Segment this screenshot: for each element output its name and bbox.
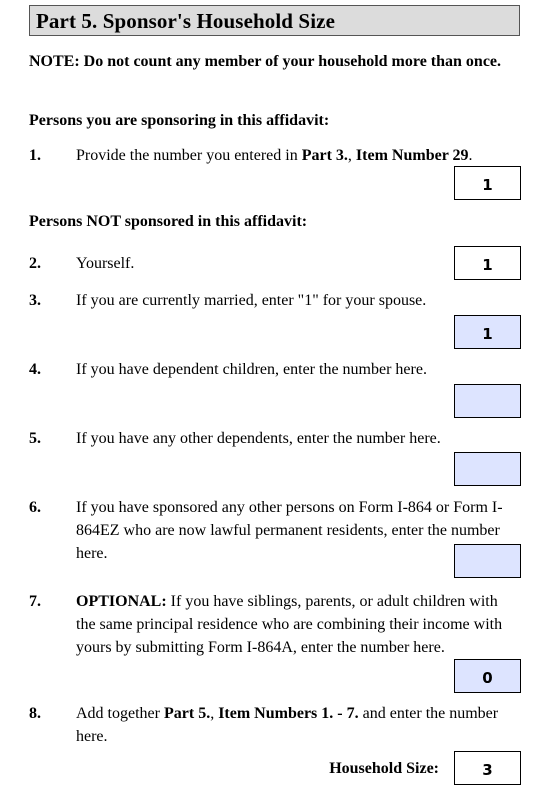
- item-7-input[interactable]: 0: [454, 659, 521, 693]
- item-5-text: If you have any other dependents, enter the number here.: [76, 430, 441, 447]
- section-header: [29, 5, 520, 36]
- item-2-input[interactable]: 1: [454, 246, 521, 280]
- item-3-text: If you are currently married, enter "1" for your spouse.: [76, 292, 427, 309]
- item-4-number: 4.: [29, 361, 41, 378]
- item-8-number: 8.: [29, 705, 41, 722]
- item-1-number: 1.: [29, 147, 41, 164]
- item-8-text: Add together Part 5., Item Numbers 1. - 7. and enter the number here.: [76, 705, 499, 745]
- item-5-number: 5.: [29, 430, 41, 447]
- item-1-text: Provide the number you entered in Part 3., Item Number 29.: [76, 147, 473, 164]
- note-text: NOTE: Do not count any member of your household more than once.: [29, 53, 502, 70]
- item-4-text: If you have dependent children, enter the number here.: [76, 361, 427, 378]
- section-title: Part 5. Sponsor's Household Size: [36, 9, 335, 33]
- household-size-input[interactable]: 3: [454, 751, 521, 785]
- item-1-input[interactable]: 1: [454, 166, 521, 200]
- item-5-input[interactable]: [454, 452, 521, 486]
- item-7-number: 7.: [29, 593, 41, 610]
- item-7-text: OPTIONAL: If you have siblings, parents, or adult children with the same principal residence who are combining their income with yours by submitting Form I-864A, enter the number here.: [76, 593, 503, 656]
- item-3-input[interactable]: 1: [454, 315, 521, 349]
- section-heading-sponsoring: Persons you are sponsoring in this affidavit:: [29, 112, 330, 129]
- item-4-input[interactable]: [454, 384, 521, 418]
- item-6-input[interactable]: [454, 544, 521, 578]
- item-3-number: 3.: [29, 292, 41, 309]
- section-heading-not-sponsored: Persons NOT sponsored in this affidavit:: [29, 213, 308, 230]
- household-size-label: Household Size:: [329, 760, 439, 777]
- item-6-text: If you have sponsored any other persons on Form I-864 or Form I-864EZ who are now lawful permanent residents, enter the number here.: [76, 499, 503, 562]
- item-6-number: 6.: [29, 499, 41, 516]
- item-2-number: 2.: [29, 255, 41, 272]
- item-2-text: Yourself.: [76, 255, 135, 272]
